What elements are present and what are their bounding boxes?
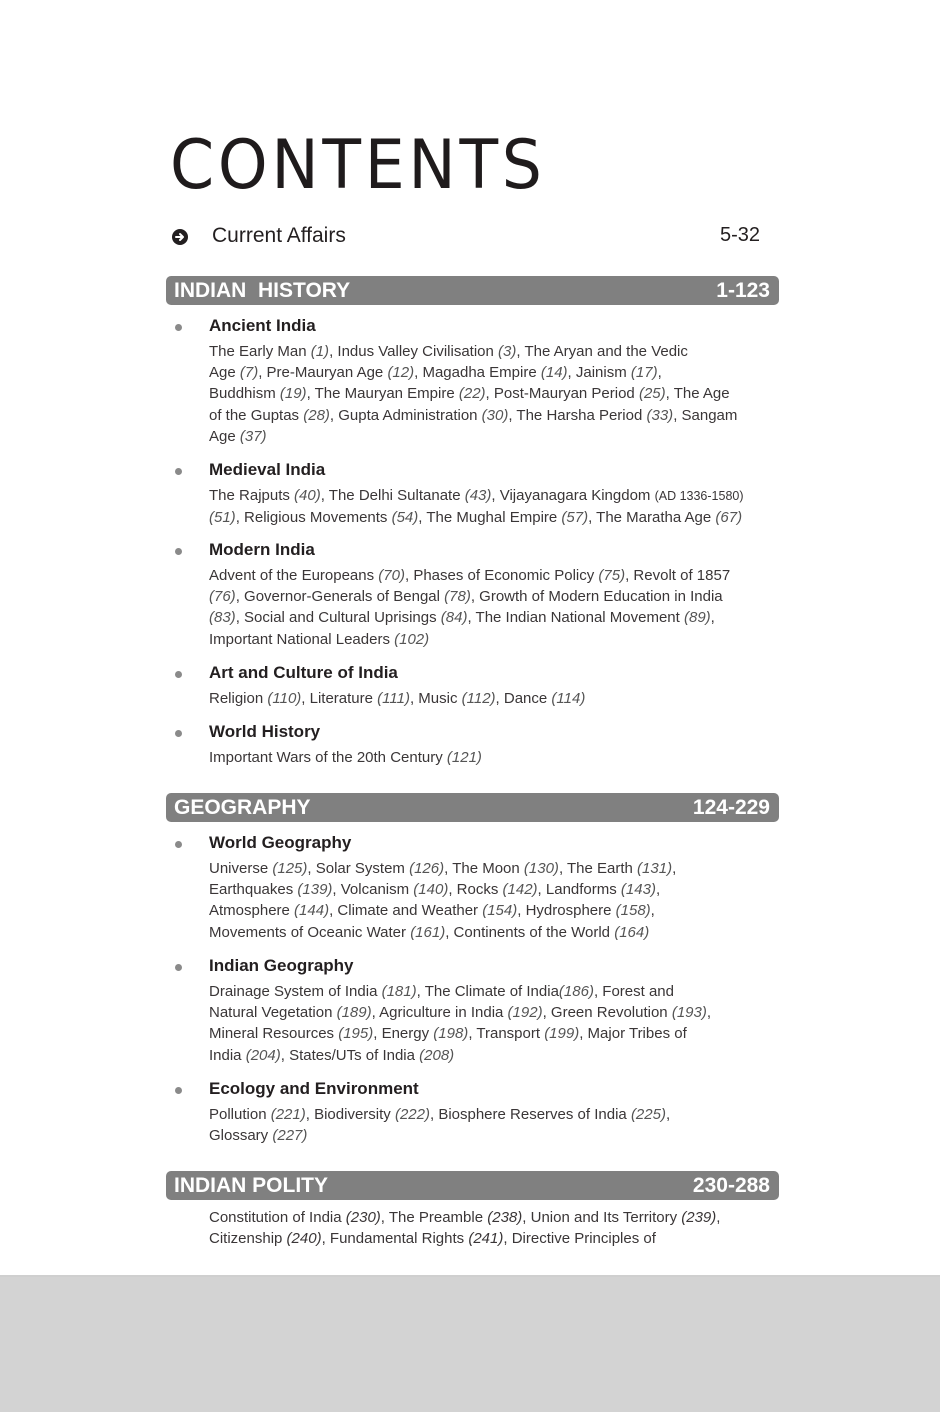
entry-title: World History bbox=[209, 722, 321, 741]
bullet-icon bbox=[175, 468, 182, 475]
topic-line: Important Wars of the 20th Century (121) bbox=[209, 749, 482, 766]
section-header-indian-history[interactable] bbox=[166, 276, 779, 305]
bullet-icon bbox=[175, 548, 182, 555]
entry-title: Ancient India bbox=[209, 316, 316, 335]
topic-line: (76), Governor-Generals of Bengal (78), Growth of Modern Education in India bbox=[209, 588, 723, 606]
entry-topics bbox=[209, 485, 779, 528]
topic-line: Atmosphere (144), Climate and Weather (154), Hydrosphere (158), bbox=[209, 902, 655, 920]
topic-line: Earthquakes (139), Volcanism (140), Rocks (142), Landforms (143), bbox=[209, 881, 661, 899]
current-affairs-row[interactable] bbox=[170, 224, 760, 250]
topic-line: Drainage System of India (181), The Climate of India(186), Forest and bbox=[209, 983, 674, 1000]
entry-title: Art and Culture of India bbox=[209, 663, 398, 682]
topic-line: (51), Religious Movements (54), The Mughal Empire (57), The Maratha Age (67) bbox=[209, 509, 743, 527]
topic-line: Age (7), Pre-Mauryan Age (12), Magadha Empire (14), Jainism (17), bbox=[209, 364, 662, 382]
topic-line: The Early Man (1), Indus Valley Civilisation (3), The Aryan and the Vedic bbox=[209, 343, 688, 360]
section-title: GEOGRAPHY bbox=[174, 796, 311, 819]
bullet-icon bbox=[175, 324, 182, 331]
topic-line: Movements of Oceanic Water (161), Continents of the World (164) bbox=[209, 923, 650, 941]
current-affairs-pages: 5-32 bbox=[719, 224, 760, 246]
topic-line: India (204), States/UTs of India (208) bbox=[209, 1046, 455, 1064]
topic-line: Religion (110), Literature (111), Music (112), Dance (114) bbox=[209, 690, 586, 707]
entry-topics bbox=[209, 747, 779, 768]
topic-line: Natural Vegetation (189), Agriculture in India (192), Green Revolution (193), bbox=[209, 1004, 712, 1022]
entry-title: Modern India bbox=[209, 540, 315, 559]
entry-topics bbox=[209, 341, 779, 447]
topic-line: Buddhism (19), The Mauryan Empire (22), Post-Mauryan Period (25), The Age bbox=[209, 385, 730, 403]
entry-title: World Geography bbox=[209, 833, 352, 852]
topic-line: Advent of the Europeans (70), Phases of Economic Policy (75), Revolt of 1857 bbox=[209, 567, 731, 584]
topic-line: Pollution (221), Biodiversity (222), Biosphere Reserves of India (225), bbox=[209, 1106, 671, 1123]
entry-topics bbox=[209, 858, 779, 943]
arrow-circle-right-icon bbox=[172, 229, 188, 245]
polity-topics bbox=[209, 1207, 779, 1249]
current-affairs-label: Current Affairs bbox=[212, 224, 346, 247]
bullet-icon bbox=[175, 730, 182, 737]
section-title: INDIAN HISTORY bbox=[174, 279, 351, 302]
page-title: CONTENTS bbox=[170, 126, 546, 205]
topic-line: Universe (125), Solar System (126), The Moon (130), The Earth (131), bbox=[209, 860, 677, 877]
topic-line: of the Guptas (28), Gupta Administration (30), The Harsha Period (33), Sangam bbox=[209, 406, 738, 424]
bullet-icon bbox=[175, 964, 182, 971]
entry-topics bbox=[209, 1104, 779, 1146]
topic-line: Age (37) bbox=[209, 427, 267, 445]
section-pages: 230-288 bbox=[692, 1174, 770, 1197]
bullet-icon bbox=[175, 1087, 182, 1094]
topic-line: Important National Leaders (102) bbox=[209, 630, 430, 648]
topic-line: Citizenship (240), Fundamental Rights (241), Directive Principles of bbox=[209, 1230, 656, 1248]
topic-line: (83), Social and Cultural Uprisings (84), The Indian National Movement (89), bbox=[209, 609, 715, 627]
topic-line: Constitution of India (230), The Preamble (238), Union and Its Territory (239), bbox=[209, 1209, 721, 1226]
topic-line: The Rajputs (40), The Delhi Sultanate (43), Vijayanagara Kingdom (AD 1336-1580) bbox=[209, 487, 744, 504]
section-header-indian-polity[interactable] bbox=[166, 1171, 779, 1200]
section-pages: 1-123 bbox=[716, 279, 770, 302]
page-bottom-background bbox=[0, 1275, 940, 1412]
section-pages: 124-229 bbox=[692, 796, 770, 819]
entry-title: Medieval India bbox=[209, 460, 326, 479]
topic-line: Glossary (227) bbox=[209, 1127, 308, 1145]
entry-topics bbox=[209, 565, 779, 650]
entry-topics bbox=[209, 981, 779, 1066]
topic-line: Mineral Resources (195), Energy (198), Transport (199), Major Tribes of bbox=[209, 1025, 687, 1043]
section-title: INDIAN POLITY bbox=[174, 1174, 329, 1197]
entry-title: Indian Geography bbox=[209, 956, 354, 975]
bullet-icon bbox=[175, 841, 182, 848]
bullet-icon bbox=[175, 671, 182, 678]
entry-topics bbox=[209, 688, 779, 709]
section-header-geography[interactable] bbox=[166, 793, 779, 822]
entry-title: Ecology and Environment bbox=[209, 1079, 419, 1098]
